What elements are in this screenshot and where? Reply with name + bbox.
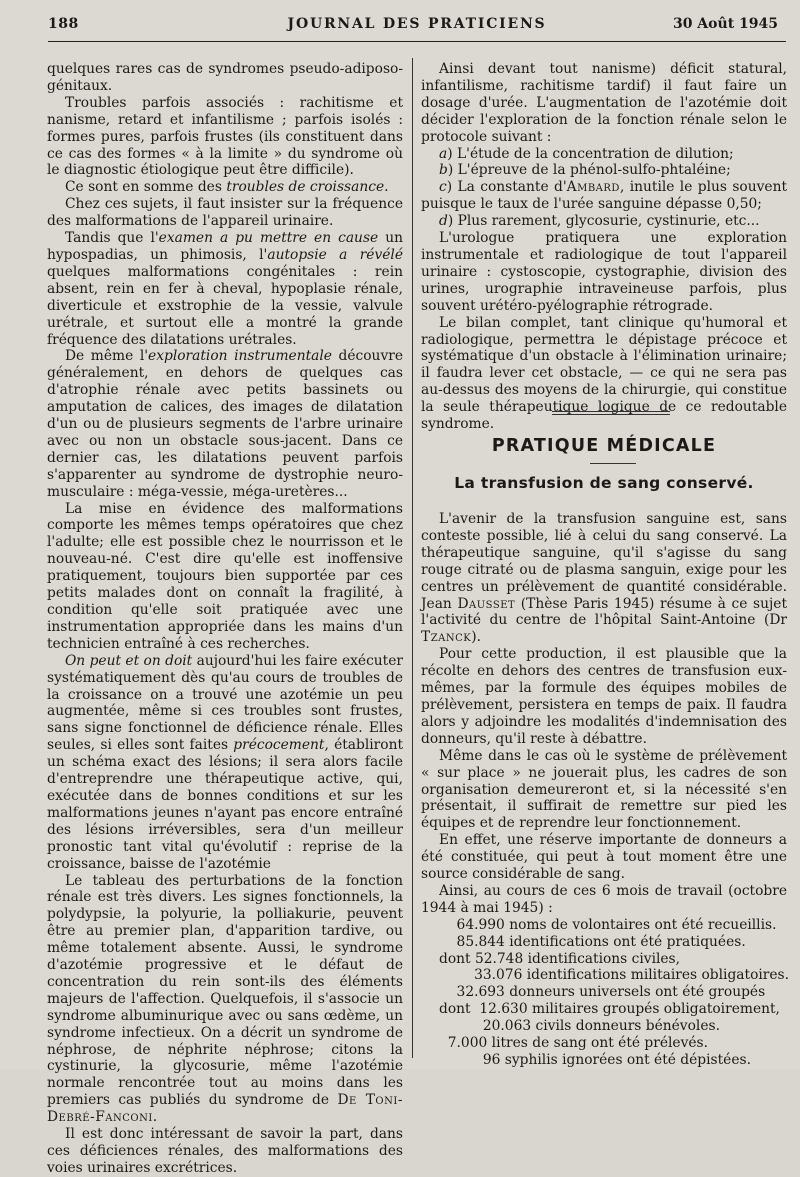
paragraph: En effet, une réserve importante de donneurs a été constituée, qui peut à tout moment être une source considérable de sang. (421, 832, 787, 883)
paragraph: Troubles parfois associés : rachitisme et nanisme, retard et infantilisme ; parfois isolés : formes pures, parfois frustes (ils constituent dans ce cas des formes « à la limite » du syndrome où le diagnostic étiologique peut être difficile). (47, 94, 403, 179)
paragraph: 64.990 noms de volontaires ont été recueillis. (439, 916, 777, 933)
paragraph: 20.063 civils donneurs bénévoles. (439, 1018, 720, 1035)
paragraph: Ainsi devant tout nanisme) déficit statural, infantilisme, rachitisme tardif) il faut faire un dosage d'urée. L'augmentation de l'azotémie doit décider l'exploration de la fonction rénale selon le protocole suivant : (421, 61, 787, 145)
paragraph: Il est donc intéressant de savoir la part, dans ces déficiences rénales, des malformations des voies urinaires excrétrices. (47, 1126, 403, 1176)
header-rule (48, 41, 786, 42)
paragraph: dont 12.630 militaires groupés obligatoirement, (439, 1001, 780, 1018)
paragraph: d) Plus rarement, glycosurie, cystinurie, etc... (439, 213, 760, 230)
issue-date: 30 Août 1945 (672, 16, 778, 32)
paragraph: c) La constante d'Ambard, inutile le plus souvent puisque le taux de l'urée sanguine dépasse 0,50; (421, 179, 787, 213)
page-number: 188 (48, 16, 79, 32)
paragraph: 32.693 donneurs universels ont été groupés (439, 984, 766, 1001)
paragraph: quelques rares cas de syndromes pseudo-adiposo-génitaux. (47, 61, 403, 94)
paragraph: b) L'épreuve de la phénol-sulfo-phtaléine; (439, 162, 731, 179)
paragraph: Ce sont en somme des troubles de croissance. (65, 179, 389, 196)
article-title: La transfusion de sang conservé. (454, 474, 754, 492)
section-separator-top (552, 411, 670, 412)
paragraph: 7.000 litres de sang ont été prélevés. (439, 1035, 709, 1052)
paragraph: Le tableau des perturbations de la fonction rénale est très divers. Les signes fonctionnels, la polydypsie, la polyurie, la polliakurie, peuvent être au premier plan, d'apparition tardive, ou même totalement absente. Aussi, le syndrome d'azotémie progressive et le défaut de concentration du rein sont-ils des éléments majeurs de l'affection. Quelquefois, il s'associe un syndrome albuminurique avec ou sans œdème, un syndrome infectieux. On a décrit un syndrome de néphrose, de néphrite néphrose; citons la cystinurie, la glycosurie, même l'azotémie normale rencontrée tout au moins dans les premiers cas publiés du syndrome de De Toni-Debré-Fanconi. (47, 872, 403, 1126)
left-column (47, 61, 403, 1177)
paragraph: 96 syphilis ignorées ont été dépistées. (439, 1052, 751, 1068)
paragraph: dont 52.748 identifications civiles, (439, 950, 681, 967)
paragraph: 85.844 identifications ont été pratiquées. (439, 933, 746, 950)
paragraph: L'urologue pratiquera une exploration instrumentale et radiologique de tout l'appareil urinaire : cystoscopie, cystographie, division des urines, urographie intraveineuse parfois, plus souvent urétéro-pyélographie rétrograde. (421, 230, 787, 314)
paragraph: Pour cette production, il est plausible que la récolte en dehors des centres de transfusion eux-mêmes, par la formule des équipes mobiles de prélèvement, persistera en temps de paix. Il faudra alors y adjoindre les modalités d'indemnisation des donneurs, qu'il reste à débattre. (421, 646, 787, 747)
paragraph: a) L'étude de la concentration de dilution; (439, 145, 734, 162)
paragraph: Ainsi, au cours de ces 6 mois de travail (octobre 1944 à mai 1945) : (421, 882, 787, 916)
paragraph: 33.076 identifications militaires obligatoires. (439, 967, 790, 984)
page-header (48, 16, 786, 38)
paragraph: Chez ces sujets, il faut insister sur la fréquence des malformations de l'appareil urinaire. (47, 196, 403, 230)
column-divider (412, 58, 413, 1058)
paragraph: Même dans le cas où le système de prélèvement « sur place » ne jouerait plus, les cadres de son organisation demeureront et, si la nécessité s'en présentait, il suffirait de remettre sur pied les équipes et de reprendre leur fonctionnement. (421, 747, 787, 832)
section-separator-bottom (552, 414, 670, 415)
section-title-underline (590, 463, 636, 464)
paragraph: La mise en évidence des malformations comporte les mêmes temps opératoires que chez l'adulte; elle est possible chez le nourrisson et le nouveau-né. C'est dire qu'elle est inoffensive pratiquement, toujours bien supportée par ces petits malades dont on connaît la fragilité, à condition qu'elle soit pratiquée avec une instrumentation appropriée dans les mains d'un technicien entraîné à ces recherches. (47, 500, 403, 652)
right-column-top (421, 61, 787, 433)
journal-title: JOURNAL DES PRATICIENS (287, 16, 547, 32)
paragraph: Tandis que l'examen a pu mettre en cause un hypospadias, un phimosis, l'autopsie a révélé quelques malformations congénitales : rein absent, rein en fer à cheval, hypoplasie rénale, diverticule et exstrophie de la vessie, valvule urétrale, et surtout elle a montré la grande fréquence des dilatations urétrales. (47, 230, 403, 348)
section-title: PRATIQUE MÉDICALE (491, 436, 717, 456)
paragraph: L'avenir de la transfusion sanguine est, sans conteste possible, lié à celui du sang conservé. La thérapeutique sanguine, qu'il s'agisse du sang rouge citraté ou de plasma sanguin, exige pour les centres un prélèvement de quantité considérable. Jean Dausset (Thèse Paris 1945) résume à ce sujet l'activité du centre de l'hôpital Saint-Antoine (Dr Tzanck). (421, 511, 787, 646)
paragraph: Le bilan complet, tant clinique qu'humoral et radiologique, permettra le dépistage précoce et systématique d'un obstacle à l'élimination urinaire; il faudra lever cet obstacle, — ce qui ne sera pas au-dessus des moyens de la chirurgie, qui constitue la seule thérapeutique logique de ce redoutable syndrome. (421, 314, 787, 433)
paragraph: De même l'exploration instrumentale découvre généralement, en dehors de quelques cas d'atrophie rénale avec petits bassinets ou amputation de calices, des images de dilatation d'un ou de plusieurs segments de l'arbre urinaire avec ou non un obstacle sous-jacent. Dans ce dernier cas, les dilatations peuvent parfois s'apparenter au syndrome de dystrophie neuro-musculaire : méga-vessie, méga-uretères... (47, 348, 403, 500)
article-body (421, 511, 790, 1069)
paragraph: On peut et on doit aujourd'hui les faire exécuter systématiquement dès qu'au cours de troubles de la croissance on a trouvé une azotémie un peu augmentée, même si ces troubles sont frustes, sans signe fonctionnel de déficience rénale. Elles seules, si elles sont faites précocement, établiront un schéma exact des lésions; il sera alors facile d'entreprendre une thérapeutique active, qui, exécutée dans de bonnes conditions et sur les malformations jeunes n'ayant pas encore entraîné des lésions irréversibles, sera d'un meilleur pronostic tant vital qu'évolutif : reprise de la croissance, baisse de l'azotémie (47, 652, 403, 872)
